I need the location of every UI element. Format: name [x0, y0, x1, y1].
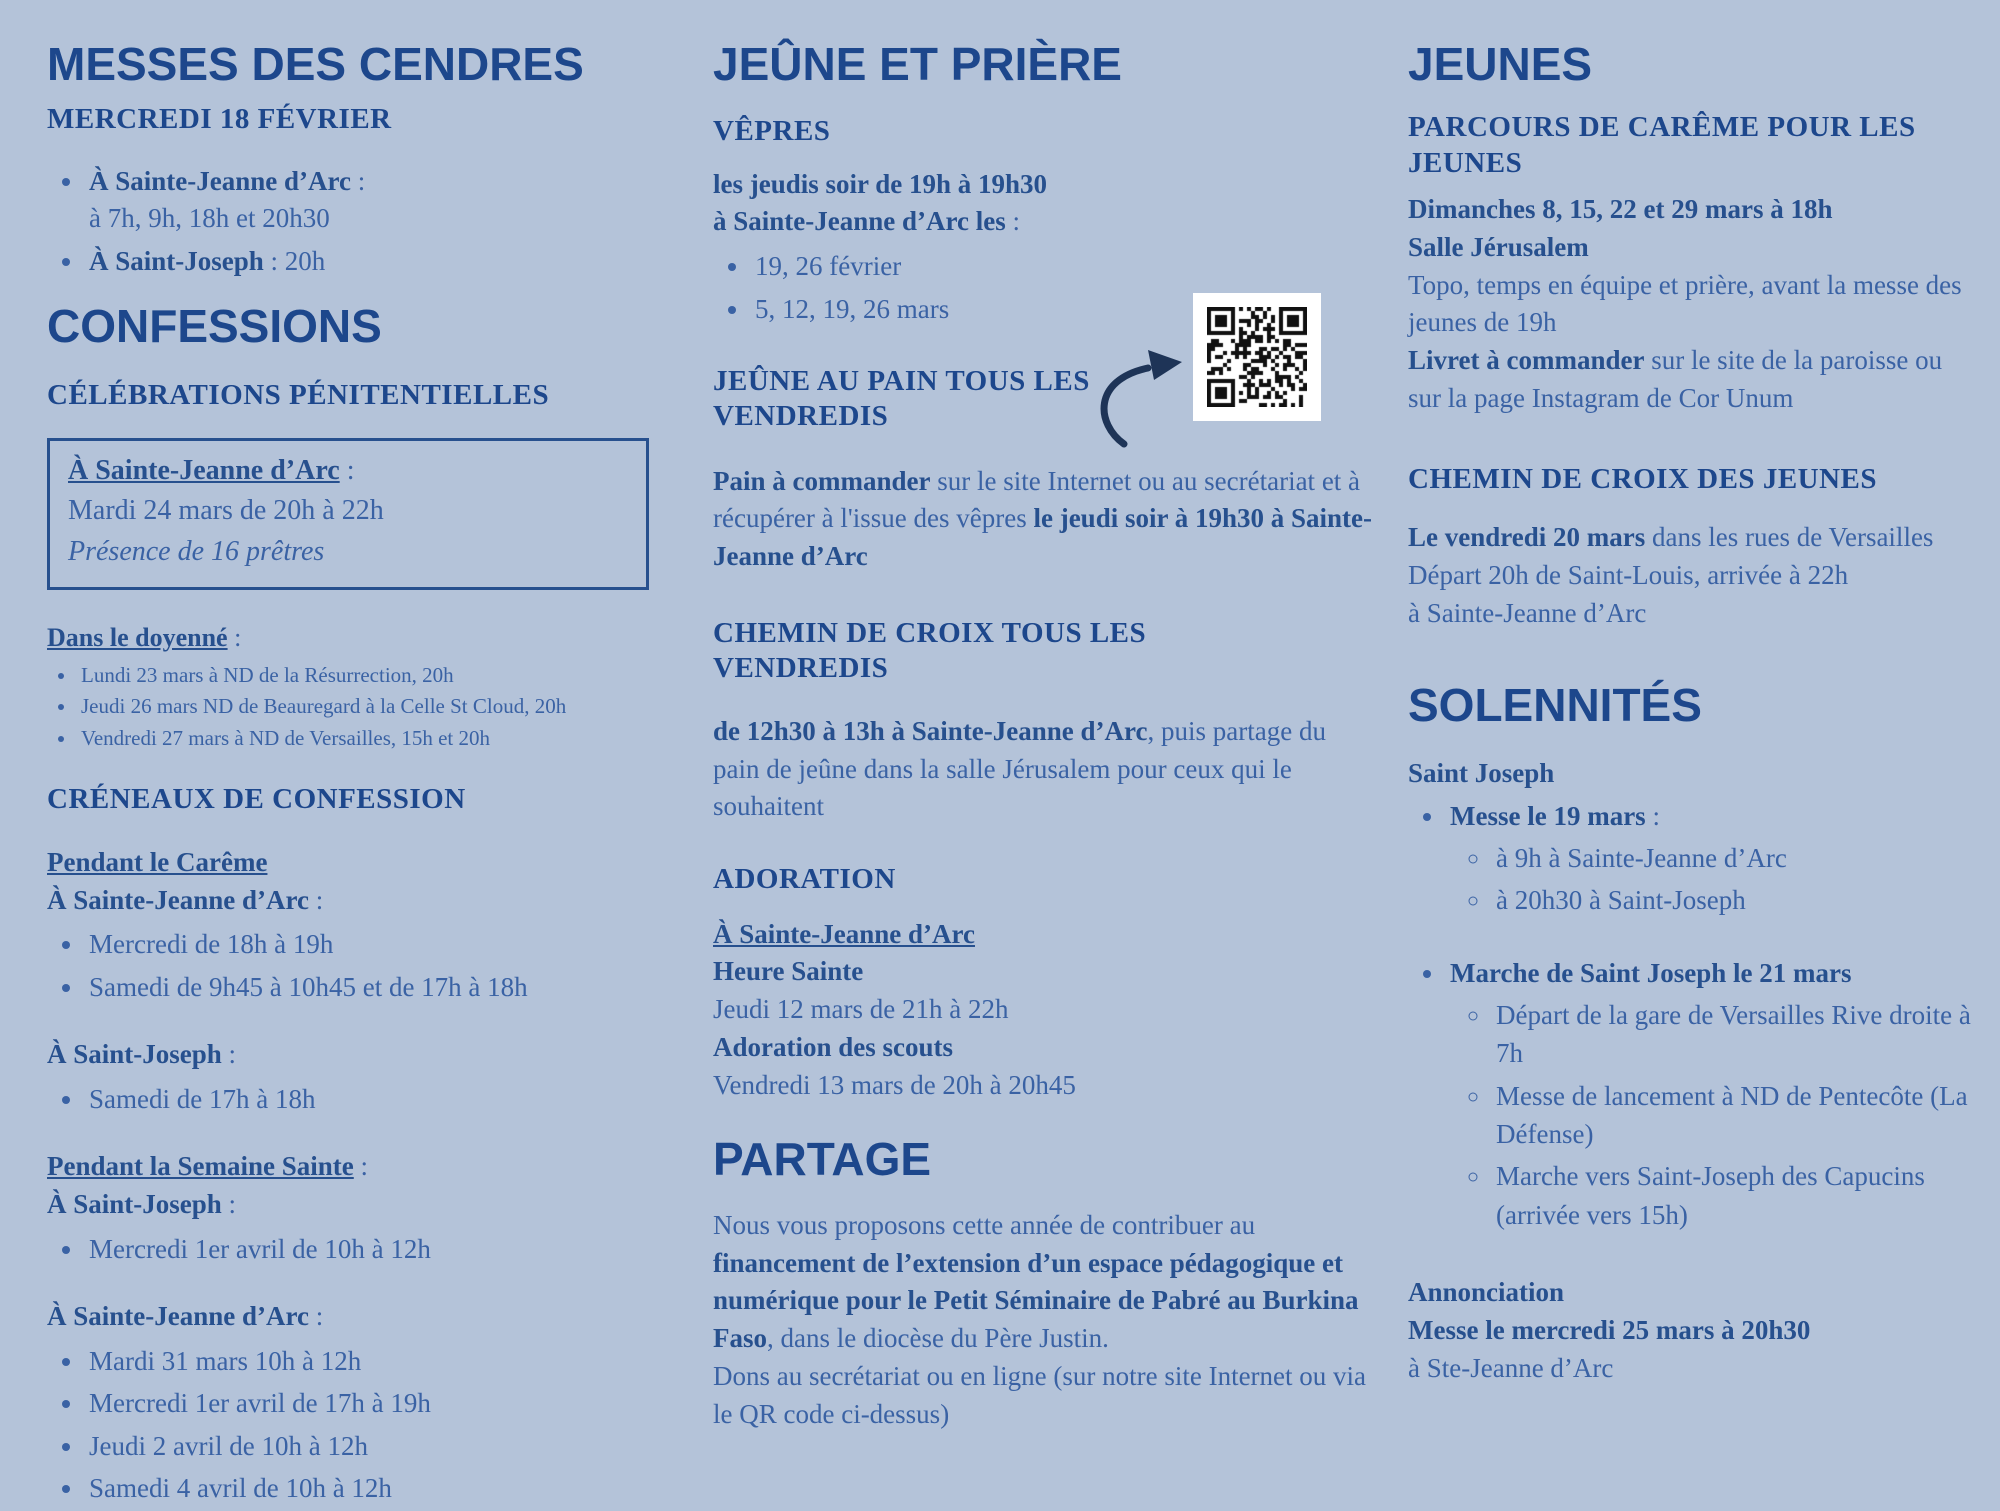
- annonciation-messe: Messe le mercredi 25 mars à 20h30: [1408, 1314, 1811, 1345]
- arrow-curve: [1072, 332, 1197, 452]
- text-bold: À Saint-Joseph: [47, 1039, 222, 1070]
- text: :: [1005, 206, 1020, 237]
- section-confessions: [47, 302, 672, 1507]
- subheading-celebrations-penitentielles: CÉLÉBRATIONS PÉNITENTIELLES: [47, 379, 550, 412]
- partage-paragraph: [713, 1207, 1373, 1358]
- text: :: [1645, 800, 1660, 831]
- list-item: • Mercredi 1er avril de 10h à 12h: [85, 1230, 672, 1268]
- careme-block: [47, 844, 672, 1118]
- column-right: [1408, 40, 1973, 1387]
- pendant-careme-title: Pendant le Carême: [47, 846, 268, 877]
- adoration-place: À Sainte-Jeanne d’Arc: [713, 918, 975, 949]
- text-bold: À Saint-Joseph: [89, 245, 264, 276]
- list-item: • Samedi de 9h45 à 10h45 et de 17h à 18h: [85, 968, 672, 1006]
- semaine-sj-line: [47, 1186, 672, 1224]
- heading-confessions: CONFESSIONS: [47, 300, 382, 353]
- text: :: [221, 1189, 237, 1220]
- list-item: • 19, 26 février: [751, 247, 1373, 285]
- text-bold: Le vendredi 20 mars: [1408, 522, 1646, 553]
- marche-sublist: [1450, 996, 1973, 1234]
- box-title-line: [68, 451, 628, 492]
- section-solennites: [1408, 678, 1973, 1388]
- semaine-sja-list: [47, 1342, 672, 1507]
- section-parcours-careme: [1408, 110, 1973, 418]
- text: , puis partage du pain de jeûne dans la salle Jérusalem pour ceux qui le souhaitent: [713, 715, 1326, 822]
- parcours-dates: Dimanches 8, 15, 22 et 29 mars à 18h: [1408, 194, 1833, 225]
- section-partage: [713, 1132, 1373, 1434]
- livret-line: [1408, 342, 1973, 418]
- cendres-list: [47, 162, 672, 280]
- list-item: • Samedi de 17h à 18h: [85, 1080, 672, 1118]
- vepres-line2: [713, 203, 1373, 241]
- pendant-semaine-title-line: [47, 1148, 672, 1186]
- adoration-scouts: Adoration des scouts: [713, 1031, 954, 1062]
- list-item: ◦ Messe de lancement à ND de Pentecôte (La Défense): [1492, 1077, 1973, 1154]
- text: :: [308, 1301, 324, 1332]
- annonciation-block: [1408, 1274, 1973, 1387]
- semaine-sj-list: [47, 1230, 672, 1268]
- partage-dons-line: Dons au secrétariat ou en ligne (sur notre site Internet ou via le QR code ci-dessus): [713, 1361, 1367, 1429]
- list-item: • 5, 12, 19, 26 mars: [751, 290, 1373, 328]
- heading-partage: PARTAGE: [713, 1132, 932, 1185]
- text-bold: À Sainte-Jeanne d’Arc: [47, 884, 309, 915]
- doyenne-title-line: [47, 620, 672, 656]
- text: :: [308, 884, 324, 915]
- text-bold-underline: À Sainte-Jeanne d’Arc: [68, 454, 340, 486]
- heading-jeunes: JEUNES: [1408, 38, 1593, 90]
- careme-sj-list: [47, 1080, 672, 1118]
- subheading-chemin-de-croix: CHEMIN DE CROIX TOUS LES VENDREDIS: [713, 617, 1147, 685]
- subheading-parcours-careme: PARCOURS DE CARÊME POUR LES JEUNES: [1408, 111, 1916, 179]
- careme-sja-list: [47, 925, 672, 1006]
- text-bold: Livret à commander: [1408, 345, 1645, 376]
- careme-sj-line: [47, 1036, 672, 1074]
- subheading-mercredi-18-fevrier: MERCREDI 18 FÉVRIER: [47, 103, 392, 136]
- text-italic: Présence de 16 prêtres: [68, 535, 325, 567]
- text: :: [221, 1039, 237, 1070]
- text: :: [353, 1151, 369, 1182]
- heading-messes-cendres: MESSES DES CENDRES: [47, 38, 584, 90]
- list-item: ◦ à 20h30 à Saint-Joseph: [1492, 881, 1973, 919]
- list-item: ◦ à 9h à Sainte-Jeanne d’Arc: [1492, 839, 1973, 877]
- text-bold: Pain à commander: [713, 465, 931, 496]
- section-chemin-de-croix: [713, 616, 1373, 826]
- subheading-jeune-au-pain: JEÛNE AU PAIN TOUS LES VENDREDIS: [713, 364, 1090, 433]
- list-item: • Jeudi 2 avril de 10h à 12h: [85, 1427, 672, 1465]
- adoration-heure-sainte: Heure Sainte: [713, 956, 864, 987]
- list-item: • Jeudi 26 mars ND de Beauregard à la Celle St Cloud, 20h: [77, 691, 672, 723]
- text: sur le site Internet ou au secrétariat et à récupérer à l'issue des vêpres: [713, 465, 1361, 534]
- text-bold-underline: Pendant la Semaine Sainte: [47, 1151, 354, 1182]
- subheading-chemin-croix-jeunes: CHEMIN DE CROIX DES JEUNES: [1408, 462, 1878, 495]
- list-item: ◦ Départ de la gare de Versailles Rive droite à 7h: [1492, 996, 1973, 1073]
- list-item: • Mercredi 1er avril de 17h à 19h: [85, 1384, 672, 1422]
- list-item: [85, 242, 672, 280]
- list-item: [1446, 797, 1973, 920]
- semaine-sja-line: [47, 1298, 672, 1336]
- text-bold: À Saint-Joseph: [47, 1189, 222, 1220]
- annonciation-title: Annonciation: [1408, 1276, 1565, 1307]
- text-bold: Messe le 19 mars: [1450, 800, 1646, 831]
- subheading-creneaux-confession: CRÉNEAUX DE CONFESSION: [47, 783, 466, 816]
- text: Nous vous proposons cette année de contribuer au: [713, 1209, 1256, 1240]
- text-bold-underline: Dans le doyenné: [47, 622, 228, 652]
- column-left: [47, 40, 672, 1511]
- doyenne-list: [47, 660, 672, 755]
- careme-sja-line: [47, 882, 672, 920]
- section-chemin-croix-jeunes: [1408, 462, 1973, 633]
- text: : 20h: [263, 245, 326, 276]
- text-bold: À Sainte-Jeanne d’Arc: [47, 1301, 309, 1332]
- text: :: [350, 165, 366, 196]
- saint-joseph-list: [1408, 797, 1973, 1234]
- chemin-jeunes-line3: à Sainte-Jeanne d’Arc: [1408, 597, 1647, 628]
- semaine-sainte-block: [47, 1148, 672, 1507]
- section-adoration: [713, 862, 1373, 1104]
- text-bold: de 12h30 à 13h à Sainte-Jeanne d’Arc: [713, 715, 1148, 746]
- qr-code-canvas: [1207, 307, 1307, 407]
- saint-joseph-title: Saint Joseph: [1408, 757, 1555, 788]
- text: dans les rues de Versailles: [1645, 522, 1934, 553]
- text-bold: financement de l’extension d’un espace pédagogique et numérique pour le Petit Séminaire de Pabré au Burkina Faso: [713, 1247, 1359, 1354]
- parcours-salle: Salle Jérusalem: [1408, 231, 1589, 262]
- list-item: • Vendredi 27 mars à ND de Versailles, 15h et 20h: [77, 723, 672, 755]
- arrow-to-qr-icon: [1072, 332, 1197, 452]
- subheading-adoration: ADORATION: [713, 863, 896, 896]
- heading-jeune-et-priere: JEÛNE ET PRIÈRE: [713, 38, 1122, 90]
- parcours-topo: Topo, temps en équipe et prière, avant la messe des jeunes de 19h: [1408, 269, 1962, 338]
- text: sur le site de la paroisse ou sur la page Instagram de Cor Unum: [1408, 345, 1943, 414]
- text: :: [339, 454, 355, 486]
- adoration-date2: Vendredi 13 mars de 20h à 20h45: [713, 1069, 1076, 1100]
- doyenne-block: [47, 620, 672, 755]
- text: , dans le diocèse du Père Justin.: [767, 1323, 1109, 1354]
- text-bold: à Sainte-Jeanne d’Arc les: [713, 206, 1006, 237]
- list-item: • Lundi 23 mars à ND de la Résurrection, 20h: [77, 660, 672, 692]
- text-bold: Marche de Saint Joseph le 21 mars: [1450, 957, 1852, 988]
- messe19-sublist: [1450, 839, 1973, 920]
- list-item: ◦ Marche vers Saint-Joseph des Capucins (arrivée vers 15h): [1492, 1157, 1973, 1234]
- column-middle: [713, 40, 1373, 1434]
- annonciation-lieu: à Ste-Jeanne d’Arc: [1408, 1352, 1614, 1383]
- text-bold: À Sainte-Jeanne d’Arc: [89, 165, 351, 196]
- vepres-line1: les jeudis soir de 19h à 19h30: [713, 168, 1048, 199]
- celebration-box: [47, 438, 649, 590]
- list-item: [1446, 954, 1973, 1234]
- section-messes-cendres: [47, 40, 672, 280]
- list-item: • Samedi 4 avril de 10h à 12h: [85, 1469, 672, 1507]
- pain-paragraph: [713, 463, 1373, 576]
- chemin-jeunes-line1: [1408, 519, 1973, 557]
- chemin-jeunes-line2: Départ 20h de Saint-Louis, arrivée à 22h: [1408, 560, 1849, 590]
- text: à 7h, 9h, 18h et 20h30: [89, 203, 330, 233]
- list-item: • Mardi 31 mars 10h à 12h: [85, 1342, 672, 1380]
- list-item: • Mercredi de 18h à 19h: [85, 925, 672, 963]
- heading-solennites: SOLENNITÉS: [1408, 678, 1702, 731]
- text: :: [227, 622, 242, 652]
- adoration-date1: Jeudi 12 mars de 21h à 22h: [713, 994, 1009, 1025]
- subheading-vepres: VÊPRES: [713, 115, 831, 148]
- qr-code: [1193, 293, 1321, 421]
- list-item: [85, 162, 672, 238]
- text-bold: le jeudi soir à 19h30 à Sainte-Jeanne d’Arc: [713, 503, 1372, 572]
- chemin-paragraph: [713, 713, 1373, 826]
- text: Mardi 24 mars de 20h à 22h: [68, 495, 384, 527]
